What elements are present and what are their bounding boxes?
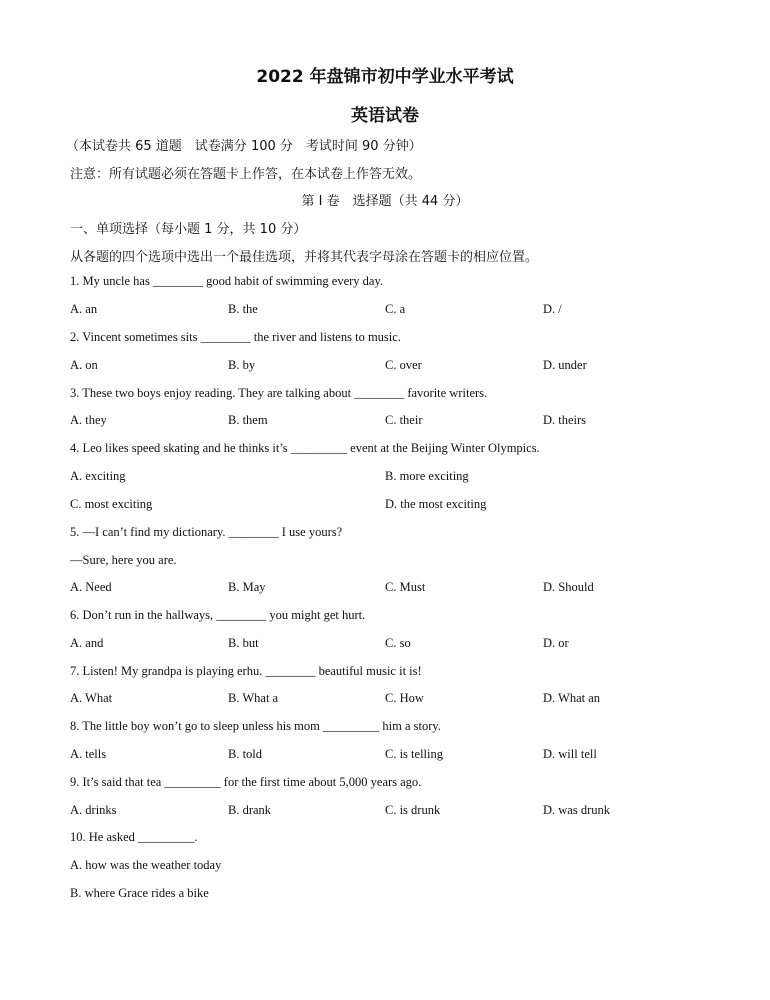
question-stem: 6. Don’t run in the hallways, ________ you might get hurt. bbox=[70, 608, 366, 622]
option-a: A. and bbox=[70, 636, 104, 650]
question-stem: 7. Listen! My grandpa is playing erhu. ________ beautiful music it is! bbox=[70, 664, 422, 678]
section-heading: 一、单项选择（每小题 1 分，共 10 分） bbox=[70, 222, 307, 237]
option-d: D. the most exciting bbox=[385, 497, 487, 511]
exam-info: （本试卷共 65 道题 试卷满分 100 分 考试时间 90 分钟） bbox=[66, 139, 422, 154]
option-a: A. how was the weather today bbox=[70, 858, 222, 872]
option-b: B. What a bbox=[228, 691, 279, 705]
option-b: B. but bbox=[228, 636, 259, 650]
option-b: B. told bbox=[228, 747, 263, 761]
option-d: D. theirs bbox=[543, 413, 587, 427]
exam-subtitle: 英语试卷 bbox=[351, 106, 419, 126]
section-instruction: 从各题的四个选项中选出一个最佳选项，并将其代表字母涂在答题卡的相应位置。 bbox=[70, 250, 539, 265]
option-b: B. the bbox=[228, 302, 258, 316]
question-stem: 8. The little boy won’t go to sleep unless his mom _________ him a story. bbox=[70, 719, 441, 733]
question-stem: 2. Vincent sometimes sits ________ the river and listens to music. bbox=[70, 330, 401, 344]
option-a: A. they bbox=[70, 413, 107, 427]
option-c: C. over bbox=[385, 358, 422, 372]
option-d: D. was drunk bbox=[543, 803, 611, 817]
option-d: D. / bbox=[543, 302, 562, 316]
option-d: D. What an bbox=[543, 691, 601, 705]
option-b: B. them bbox=[228, 413, 268, 427]
option-c: C. is telling bbox=[385, 747, 443, 761]
question-stem: 5. —I can’t find my dictionary. ________ I use yours? bbox=[70, 525, 343, 539]
option-d: D. under bbox=[543, 358, 587, 372]
option-b: B. drank bbox=[228, 803, 272, 817]
option-a: A. drinks bbox=[70, 803, 117, 817]
option-a: A. tells bbox=[70, 747, 107, 761]
question-stem: 1. My uncle has ________ good habit of swimming every day. bbox=[70, 274, 384, 288]
option-c: C. Must bbox=[385, 580, 426, 594]
exam-title: 2022 年盘锦市初中学业水平考试 bbox=[256, 67, 514, 87]
exam-notice: 注意：所有试题必须在答题卡上作答，在本试卷上作答无效。 bbox=[70, 167, 422, 182]
option-a: A. Need bbox=[70, 580, 112, 594]
option-a: A. exciting bbox=[70, 469, 126, 483]
question-response: —Sure, here you are. bbox=[70, 553, 177, 567]
question-stem: 3. These two boys enjoy reading. They are talking about ________ favorite writers. bbox=[70, 386, 488, 400]
option-c: C. their bbox=[385, 413, 423, 427]
option-d: D. or bbox=[543, 636, 569, 650]
option-a: A. an bbox=[70, 302, 98, 316]
option-b: B. more exciting bbox=[385, 469, 469, 483]
question-stem: 9. It’s said that tea _________ for the first time about 5,000 years ago. bbox=[70, 775, 422, 789]
option-b: B. where Grace rides a bike bbox=[70, 886, 209, 900]
part-heading: 第 I 卷 选择题（共 44 分） bbox=[301, 194, 469, 209]
option-c: C. so bbox=[385, 636, 411, 650]
option-d: D. Should bbox=[543, 580, 594, 594]
option-c: C. a bbox=[385, 302, 406, 316]
option-b: B. by bbox=[228, 358, 256, 372]
option-b: B. May bbox=[228, 580, 266, 594]
question-stem: 4. Leo likes speed skating and he thinks it’s _________ event at the Beijing Winter Olympics. bbox=[70, 441, 540, 455]
option-c: C. How bbox=[385, 691, 424, 705]
option-c: C. is drunk bbox=[385, 803, 441, 817]
option-a: A. What bbox=[70, 691, 113, 705]
question-stem: 10. He asked _________. bbox=[70, 830, 198, 844]
option-a: A. on bbox=[70, 358, 98, 372]
option-c: C. most exciting bbox=[70, 497, 153, 511]
option-d: D. will tell bbox=[543, 747, 597, 761]
